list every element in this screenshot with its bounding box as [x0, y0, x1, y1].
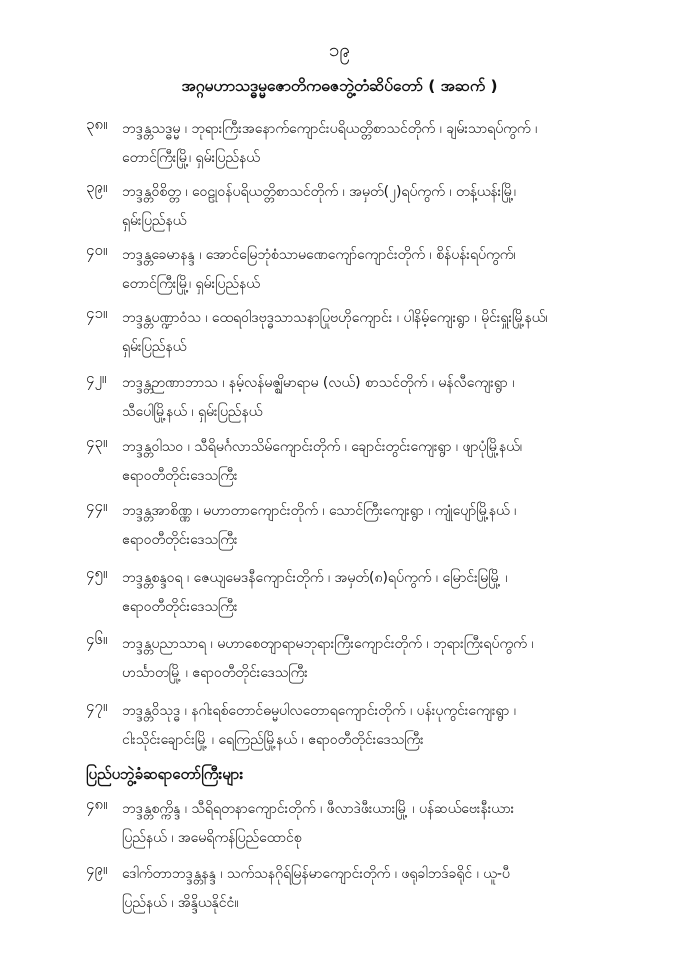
entry-number: ၄၂။: [86, 369, 107, 387]
entry-number: ၃၈။: [86, 115, 108, 133]
entry-text: [122, 115, 652, 173]
entry-number: ၄၄။: [86, 497, 108, 515]
entry-line: ဟင်္သာတမြို့ ၊ ဧရာဝတီတိုင်းဒေသကြီး: [122, 665, 308, 681]
entry-line: ဒေါက်တာဘဒ္ဒန္တနန္ဒ ၊ သက်သနဂိုရ်မြန်မာကျောင်းတိုက် ၊ ဖရုခါဘဒ်ခရိုင် ၊ ယူ-ပီ: [122, 866, 510, 882]
entry-line: ရှမ်းပြည်နယ်: [122, 339, 187, 355]
entry-text: [122, 795, 652, 853]
entry-line: ဧရာဝတီတိုင်းဒေသကြီး: [122, 599, 238, 615]
entry-number: ၄၇။: [86, 697, 108, 715]
entry-text: [122, 860, 652, 918]
entry-text: [122, 697, 652, 755]
entry-line: ဘဒ္ဒန္တဝါသဝ ၊ သီရိမင်္ဂလာသိမ်ကျောင်းတိုက် ၊ ချောင်းတွင်းကျေးရွာ ၊ ဖျာပုံမြို့နယ်၊: [122, 439, 522, 455]
page-number: ၁၉: [328, 39, 351, 61]
entry-line: တောင်ကြီးမြို့၊ ရှမ်းပြည်နယ်: [122, 150, 260, 166]
entry-line: ဘဒ္ဒန္တပဏ္ဍာဝံသ ၊ ထေရဝါဒဗုဒ္ဓသာသနာပြုဗဟိုကျောင်း ၊ ပါနိမ့်ကျေးရွာ ၊ မိုင်းရှူးမြို့နယ်၊: [122, 310, 548, 326]
entry-number: ၄၁။: [86, 304, 108, 322]
entry-line: ဘဒ္ဒန္တစန္ဒဝရ ၊ ဇေယျမေဒနီကျောင်းတိုက် ၊ အမှတ်(၈)ရပ်ကွက် ၊ မြောင်းမြမြို့ ၊: [122, 570, 508, 586]
entry-number: ၄၀။: [86, 241, 108, 259]
entry-number: ၄၅။: [86, 564, 108, 582]
entry-number: ၃၉။: [86, 178, 108, 196]
entry-line: သီပေါမြို့နယ် ၊ ရှမ်းပြည်နယ်: [122, 404, 263, 420]
entry-number: ၄၉။: [86, 860, 108, 878]
entry-line: ဧရာဝတီတိုင်းဒေသကြီး: [122, 468, 238, 484]
entry-line: ဘဒ္ဒန္တဝိစိတ္တ ၊ ဝေဠုဝန်ပရိယတ္တိစာသင်တိုက် ၊ အမှတ်(၂)ရပ်ကွက် ၊ တန့်ယန်းမြို့၊: [122, 184, 516, 200]
entry-line: ပြည်နယ် ၊ အိန္ဒိယနိုင်ငံ။: [122, 895, 239, 911]
entry-line: ဘဒ္ဒန္တဝိသုဒ္ဓ ၊ နဂါးရစ်တောင်ဓမ္မပါလတောရကျောင်းတိုက် ၊ ပန်းပုကွင်းကျေးရွာ ၊: [122, 703, 516, 719]
entry-line: ဘဒ္ဒန္တဉာဏာဘာသ ၊ နမ့်လန်မဇ္ဈိမာရာမ (လယ်) စာသင်တိုက် ၊ မန်လီကျေးရွာ ၊: [122, 375, 515, 391]
entry-line: ဘဒ္ဒန္တပညာသာရ ၊ မဟာစေတျာရာမဘုရားကြီးကျောင်းတိုက် ၊ ဘုရားကြီးရပ်ကွက် ၊: [122, 636, 534, 652]
page-heading: အဂ္ဂမဟာသဒ္ဓမ္မဇောတိကဓဇဘွဲ့တံဆိပ်တော် ( အဆက် ): [181, 77, 498, 95]
entry-line: ပြည်နယ် ၊ အမေရိကန်ပြည်ထောင်စု: [122, 830, 302, 846]
entry-text: [122, 369, 652, 427]
entry-line: ဘဒ္ဒန္တခေမာနန္ဒ ၊ အောင်မြေဘုံစံသာမဏေကျော်ကျောင်းတိုက် ၊ စိန်ပန်းရပ်ကွက်၊: [122, 247, 516, 263]
entry-text: [122, 564, 652, 622]
entry-number: ၄၃။: [86, 433, 108, 451]
entry-line: ရှမ်းပြည်နယ်: [122, 213, 187, 229]
entry-text: [122, 304, 652, 362]
entry-text: [122, 241, 652, 299]
entry-text: [122, 630, 652, 688]
entry-line: ဘဒ္ဒန္တစက္ကိန္ဒ ၊ သီရိရတနာကျောင်းတိုက် ၊ ဖီလာဒဲဖီးယားမြို့ ၊ ပန်ဆယ်ဗေးနီးယား: [122, 801, 515, 817]
entry-line: တောင်ကြီးမြို့၊ ရှမ်းပြည်နယ်: [122, 276, 260, 292]
entry-line: ဧရာဝတီတိုင်းဒေသကြီး: [122, 532, 238, 548]
entry-text: [122, 497, 652, 555]
entry-line: ငါးသိုင်းချောင်းမြို့ ၊ ရေကြည်မြို့နယ် ၊ ဧရာဝတီတိုင်းဒေသကြီး: [122, 732, 424, 748]
entry-number: ၄၆။: [86, 630, 108, 648]
section-heading: ပြည်ပဘွဲ့ခံဆရာတော်ကြီးများ: [86, 765, 244, 783]
entry-line: ဘဒ္ဒန္တသဒ္ဓမ္မ ၊ ဘုရားကြီးအနောက်ကျောင်းပရိယတ္တိစာသင်တိုက် ၊ ချမ်းသာရပ်ကွက် ၊: [122, 121, 538, 137]
entry-text: [122, 433, 652, 491]
entry-text: [122, 178, 652, 236]
entry-line: ဘဒ္ဒန္တအာစိဏ္ဏ ၊ မဟာတာကျောင်းတိုက် ၊ သောင်ကြီးကျေးရွာ ၊ ကျုံပျော်မြို့နယ် ၊: [122, 503, 517, 519]
entry-number: ၄၈။: [86, 795, 108, 813]
